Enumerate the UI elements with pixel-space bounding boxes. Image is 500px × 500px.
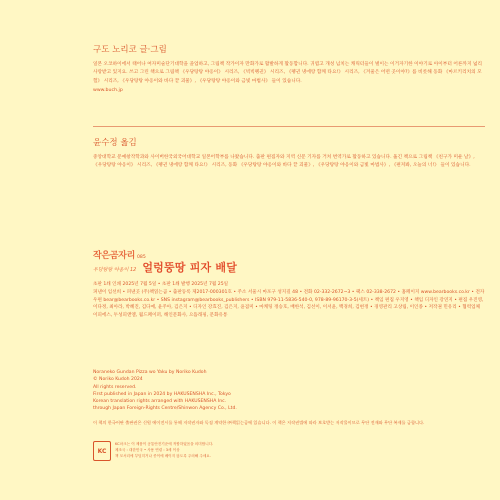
copyright-notice: 이 책의 한국어판 출판권은 신원 에이전시를 통해 저작권자와 독점 계약한 ㈜책읽는곰에 있습니다. 이 책은 저작권법에 따라 보호받는 저작물이므로 무단 전재와 무단 복제를 금합니다. <box>93 420 425 425</box>
author-bio: 일본 오코하이에서 태어나 여자미술단기대학을 졸업하고, 그림책 작가이자 만화가로 활발하게 활동합니다. 귀엽고 개성 넘치는 캐릭터들이 벌이는 이거자기한 이야기로 아이부터 어른까지 넓리 사랑받고 있지요. 쓰고 그린 책으로 그림책 《우당탕탕 야옹이》 시리즈, 《빅빅펭귄》 시리즈, 《펭귄 냉에랑 함께 타요!》 시리즈, 《겨울은 어떤 곳이야?》를 비롯해 동화 《마르키리치의 모험》 시리즈, 《우당탕탕 야옹이와 바다 끝 괴물》, 《우당탕탕 야옹이와 금빛 마법사》 들이 있습니다. <box>93 62 483 84</box>
series-number: 085 <box>136 255 146 260</box>
series-name: 작은곰자리 <box>93 251 135 261</box>
imprint-section <box>93 281 485 320</box>
book-kicker: 우당탕탕 야옹이 12 <box>93 267 137 273</box>
imprint-dates: 초판 1쇄 인쇄 2025년 7월 5일 • 초판 1쇄 발행 2025년 7월 25일 <box>93 282 229 287</box>
credit-line: Noraneko Gundan Pizza wo Yaku by Noriko Kudoh <box>93 370 207 375</box>
author-section <box>93 43 485 98</box>
divider <box>93 126 485 127</box>
translator-section <box>93 136 485 171</box>
credit-line: through Japan Foreign-Rights Centre/Shinwon Agency Co., Ltd. <box>93 406 237 412</box>
book-title: 얼렁뚱땅 피자 배달 <box>142 261 238 274</box>
kc-line: 책 모서리에 부딪히거나 종이에 베이지 않도록 주의해 주세요. <box>115 454 211 458</box>
translator-bio: 중앙대학교 문예창작학과와 사이버한국외국어대학교 일본어학부를 나왔습니다. 출판 편집자와 지역 신문 기자를 거쳐 번역가로 활동하고 있습니다. 옮긴 책으로 그림책 《친구가 미운 날》, 《우당탕탕 야옹이》 시리즈, 《펭귄 냉에랑 함께 타요!》 시리즈, 동화 《우당탕탕 야옹이와 바다 끝 괴물》, 《우당탕탕 야옹이와 금빛 마법사》, 《편져봐, 오늘의 너!》 들이 있습니다. <box>93 155 475 169</box>
kc-line: KC마크는 이 제품이 공통안전기준에 적합하였음을 의미합니다. <box>115 442 214 446</box>
credit-line: © Noriko Kudoh 2024 <box>93 377 143 383</box>
imprint-details: 펴낸이 임선희 • 펴낸곳 (주)책읽는곰 • 출판등록 제2017-000301호 • 주소 서울시 마포구 성지길 48 • 전화 02-332-2672~3 • 팩스 02-338-2672 • 홈페이지 www.bearbooks.co.kr • 전자우편 bear@bearbooks.co.kr • SNS instagram@bearbooks_publishers • ISBN 979-11-5836-540-0, 978-89-96170-3-5(세트) • 책임 편집 우지영 • 책임 디자인 강연지 • 편집 우진영, 이다정, 최아라, 박혜진, 김다예, 윤주아, 김은지 • 디자인 강효진, 김은지, 윤겸미 • 마케팅 정승호, 배한석, 김선이, 이서윤, 백경희, 김현정 • 경영관리 고상림, 이인종 • 저작권 민유리 • 협력업체 이피에스, 두성피앤엘, 월드페이퍼, 해인문화사, 으뜸래핑, 문화유통 <box>93 289 485 319</box>
kc-certification-icon: KC <box>93 441 111 461</box>
author-url: www.buch.jp <box>93 87 123 93</box>
author-name: 구도 노리코 글·그림 <box>93 45 167 55</box>
rights-credits <box>93 369 393 413</box>
kc-safety-text <box>115 441 315 459</box>
credit-line: First published in Japan in 2024 by HAKUSENSHA Inc., Tokyo <box>93 391 231 397</box>
kc-line: 제조국 : 대한민국 • 사용 연령 : 3세 이상 <box>115 448 180 452</box>
book-title-row <box>93 259 237 275</box>
credit-line: All rights reserved. <box>93 384 137 390</box>
credit-line: Korean translation rights arranged with HAKUSENSHA Inc. <box>93 399 227 405</box>
translator-name: 윤수정 옮김 <box>93 138 137 148</box>
